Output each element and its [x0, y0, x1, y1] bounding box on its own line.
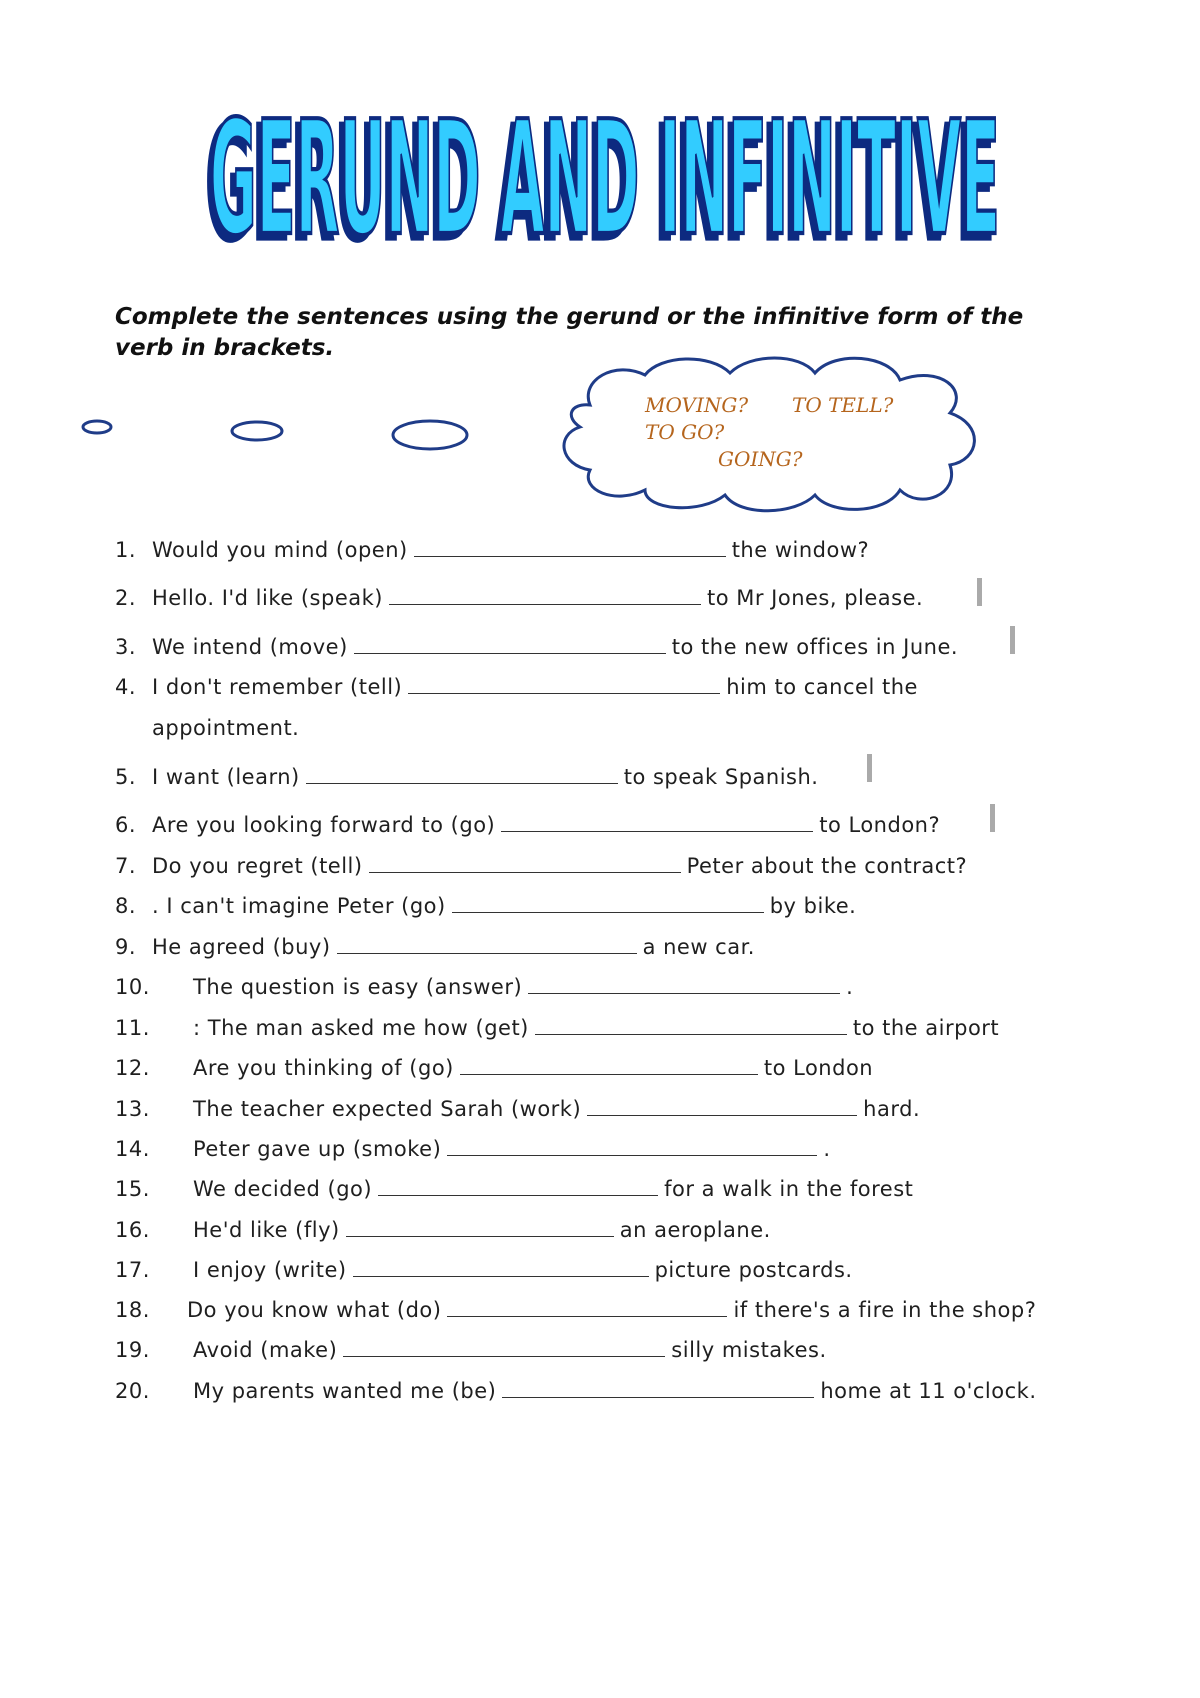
answer-blank[interactable]: [535, 1033, 847, 1035]
exercise-number: 5.: [115, 765, 137, 789]
exercise-prompt: The teacher expected Sarah (work): [193, 1097, 582, 1121]
answer-blank[interactable]: [414, 555, 726, 557]
exercise-continuation: .: [846, 975, 854, 999]
exercise-number: 17.: [115, 1258, 150, 1282]
answer-blank[interactable]: [452, 911, 764, 913]
exercise-number: 7.: [115, 854, 137, 878]
answer-blank[interactable]: [353, 1275, 649, 1277]
answer-blank[interactable]: [346, 1235, 614, 1237]
exercise-number: 16.: [115, 1218, 150, 1242]
exercise-number: 3.: [115, 635, 137, 659]
exercise-prompt: My parents wanted me (be): [193, 1379, 497, 1403]
title-wordart: [195, 65, 1015, 275]
exercise-prompt: Peter gave up (smoke): [193, 1137, 442, 1161]
exercise-number: 8.: [115, 894, 137, 918]
thought-bubble-large: [393, 421, 467, 449]
exercise-prompt: He'd like (fly): [193, 1218, 340, 1242]
answer-blank[interactable]: [343, 1355, 665, 1357]
exercise-prompt: We intend (move): [152, 635, 348, 659]
exercise-continuation: by bike.: [769, 894, 857, 918]
exercise-continuation: to London?: [819, 813, 941, 837]
title-text: GERUND AND INFINITIVE: [210, 87, 1000, 271]
answer-blank[interactable]: [337, 952, 637, 954]
exercise-number: 15.: [115, 1177, 150, 1201]
thought-cloud-graphic: [70, 355, 1030, 525]
exercise-number: 14.: [115, 1137, 150, 1161]
exercise-prompt: I don't remember (tell): [152, 675, 403, 699]
exercise-prompt: The question is easy (answer): [193, 975, 523, 999]
exercise-prompt: Do you regret (tell): [152, 854, 363, 878]
exercise-prompt: : The man asked me how (get): [193, 1016, 529, 1040]
cursor-mark: [867, 754, 872, 782]
cloud-word-going: GOING?: [718, 447, 803, 471]
exercise-number: 18.: [115, 1298, 150, 1322]
exercise-prompt: Are you looking forward to (go): [152, 813, 496, 837]
answer-blank[interactable]: [587, 1114, 857, 1116]
answer-blank[interactable]: [306, 782, 618, 784]
exercise-continuation: to the airport: [852, 1016, 1000, 1040]
answer-blank[interactable]: [378, 1194, 658, 1196]
cursor-mark: [977, 578, 982, 606]
exercise-continuation: an aeroplane.: [619, 1218, 771, 1242]
answer-blank[interactable]: [369, 871, 681, 873]
exercise-prompt: . I can't imagine Peter (go): [152, 894, 446, 918]
exercise-continuation: silly mistakes.: [671, 1338, 827, 1362]
exercise-number: 13.: [115, 1097, 150, 1121]
exercise-continuation: to speak Spanish.: [623, 765, 819, 789]
thought-cloud-outline: [564, 358, 974, 511]
instruction-text: Complete the sentences using the gerund or the infinitive form of the verb in brackets.: [115, 304, 1024, 361]
exercise-prompt: Hello. I'd like (speak): [152, 586, 383, 610]
exercise-continuation: Peter about the contract?: [686, 854, 968, 878]
exercise-wrap-text: appointment.: [152, 716, 300, 740]
exercise-number: 10.: [115, 975, 150, 999]
exercise-continuation: the window?: [731, 538, 870, 562]
cloud-word-to-go: TO GO?: [645, 420, 725, 444]
thought-bubble-small: [83, 421, 111, 433]
exercise-number: 4.: [115, 675, 137, 699]
exercise-number: 9.: [115, 935, 137, 959]
exercise-number: 19.: [115, 1338, 150, 1362]
answer-blank[interactable]: [447, 1154, 817, 1156]
exercise-continuation: picture postcards.: [654, 1258, 853, 1282]
exercise-continuation: home at 11 o'clock.: [820, 1379, 1037, 1403]
exercise-prompt: We decided (go): [193, 1177, 373, 1201]
exercise-continuation: to London: [763, 1056, 874, 1080]
exercise-number: 11.: [115, 1016, 150, 1040]
exercise-number: 6.: [115, 813, 137, 837]
exercise-prompt: Avoid (make): [193, 1338, 338, 1362]
answer-blank[interactable]: [501, 830, 813, 832]
exercise-continuation: for a walk in the forest: [664, 1177, 914, 1201]
cloud-word-moving: MOVING?: [645, 393, 749, 417]
answer-blank[interactable]: [389, 603, 701, 605]
exercise-number: 1.: [115, 538, 137, 562]
exercise-continuation: him to cancel the: [726, 675, 918, 699]
exercise-prompt: I enjoy (write): [193, 1258, 347, 1282]
answer-blank[interactable]: [447, 1315, 727, 1317]
exercise-continuation: .: [823, 1137, 831, 1161]
cursor-mark: [1010, 626, 1015, 654]
exercise-prompt: Would you mind (open): [152, 538, 408, 562]
cursor-mark: [990, 804, 995, 832]
answer-blank[interactable]: [460, 1073, 758, 1075]
exercise-continuation: to Mr Jones, please.: [706, 586, 924, 610]
exercise-continuation: to the new offices in June.: [671, 635, 959, 659]
exercise-continuation: hard.: [863, 1097, 921, 1121]
exercise-prompt: He agreed (buy): [152, 935, 331, 959]
exercise-number: 20.: [115, 1379, 150, 1403]
thought-bubble-medium: [232, 422, 282, 440]
answer-blank[interactable]: [528, 992, 840, 994]
cloud-word-to-tell: TO TELL?: [792, 393, 894, 417]
exercise-continuation: a new car.: [642, 935, 755, 959]
exercise-prompt: Are you thinking of (go): [193, 1056, 454, 1080]
exercise-prompt: I want (learn): [152, 765, 300, 789]
answer-blank[interactable]: [354, 652, 666, 654]
exercise-continuation: if there's a fire in the shop?: [733, 1298, 1037, 1322]
exercise-number: 2.: [115, 586, 137, 610]
answer-blank[interactable]: [502, 1396, 814, 1398]
answer-blank[interactable]: [408, 692, 720, 694]
exercise-number: 12.: [115, 1056, 150, 1080]
exercise-prompt: Do you know what (do): [187, 1298, 442, 1322]
